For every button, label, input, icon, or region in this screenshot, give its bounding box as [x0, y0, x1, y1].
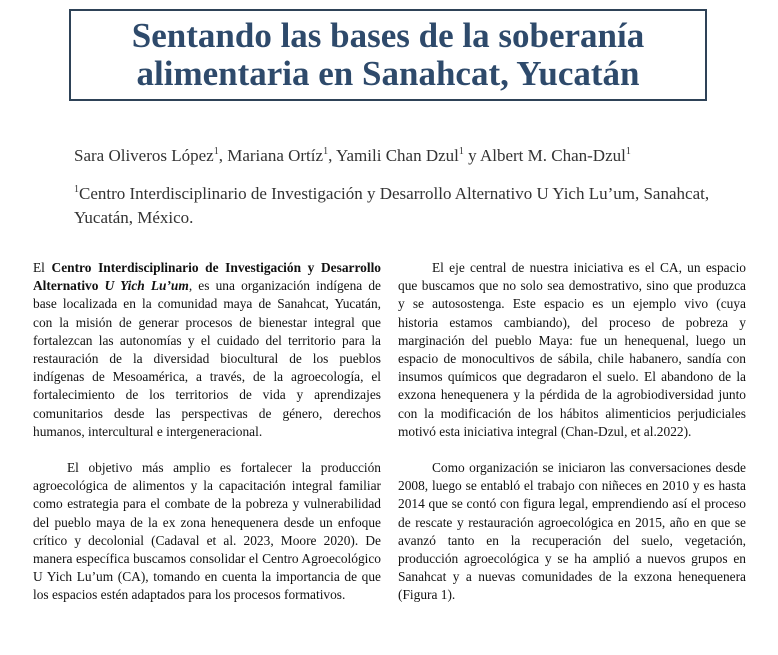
- title-line-1: Sentando las bases de la soberanía: [131, 16, 645, 55]
- title-box: [69, 9, 707, 101]
- title-line-2: alimentaria en Sanahcat, Yucatán: [136, 54, 640, 93]
- author-affiliation-mark: 1: [213, 146, 219, 157]
- organization-name-text: Centro Interdisciplinario de Investigación y Desarrollo Alternativo: [33, 260, 381, 294]
- paragraph-rest: , es una organización indígena de base localizada en la comunidad maya de Sanahcat, Yucatán, con la misión de generar procesos de bienestar integral que fortalezcan las autonomías y el cuidado del territorio para la restauración de la diversidad biocultural de los pueblos indígenas de Mesoamérica, a través, de la agroecología, el fortalecimiento de los territorios de vida y aprendizajes comunitarios desde las perspectivas de género, derechos humanos, intercultural e intergeneracional.: [33, 278, 381, 439]
- author-list: [74, 146, 764, 166]
- paragraph: [33, 259, 381, 441]
- author-separator: y: [463, 146, 480, 165]
- author-name: Mariana Ortíz: [227, 146, 324, 165]
- paragraph-lead: El: [33, 260, 52, 275]
- author-affiliation-mark: 1: [625, 146, 631, 157]
- paragraph: Como organización se iniciaron las conversaciones desde 2008, luego se entabló el trabajo con niñeces en 2010 y es hasta 2014 que se contó con figura legal, emprendiendo así el proceso de rescate y restauración agroecológica en 2015, año en que se avanzó tanto en la recuperación del suelo, vegetación, producción agroecológica y se ha amplió a nuevos grupos en Sanahcat y a nuevas comunidades de la exzona henequenera (Figura 1).: [398, 460, 746, 603]
- author-affiliation-mark: 1: [323, 146, 329, 157]
- paragraph: El eje central de nuestra iniciativa es el CA, un espacio que buscamos que no solo sea demostrativo, sino que produzca y se autosostenga. Este espacio es un ejemplo vivo (cuya historia estamos cambiando), del proceso de pobreza y marginación del pueblo Maya: fue un henequenal, luego un espacio de monocultivos de sábila, chile habanero, sandía con insumos químicos que degradaron el suelo. El abandono de la exzona henequenera y la pérdida de la agrobiodiversidad junto con la modificación de los hábitos alimenticios perjudiciales motivó esta iniciativa integral (Chan-Dzul, et al.2022).: [398, 260, 746, 439]
- author-affiliation-mark: 1: [458, 146, 464, 157]
- author-name: Albert M. Chan-Dzul: [479, 146, 626, 165]
- author-separator: ,: [218, 146, 228, 165]
- affiliation: [74, 182, 714, 230]
- author-name: Sara Oliveros López: [74, 146, 214, 165]
- left-column: [33, 259, 381, 605]
- organization-name-italic: U Yich Lu’um: [104, 278, 189, 294]
- author-separator: ,: [328, 146, 336, 165]
- paragraph: El objetivo más amplio es fortalecer la producción agroecológica de alimentos y la capacitación integral familiar como estrategia para el combate de la pobreza y vulnerabilidad del pueblo maya de la ex zona henequenera desde un enfoque crítico y decolonial (Cadaval et al. 2023, Moore 2020). De manera específica buscamos consolidar el Centro Agroecológico U Yich Lu’um (CA), tomando en cuenta la importancia de que los espacios estén adaptados para los procesos formativos.: [33, 460, 381, 603]
- affiliation-mark: 1: [74, 184, 79, 195]
- article-title: [132, 17, 644, 93]
- affiliation-text: Centro Interdisciplinario de Investigación y Desarrollo Alternativo U Yich Lu’um, Sanahcat, Yucatán, México.: [74, 184, 710, 227]
- author-name: Yamili Chan Dzul: [335, 146, 459, 165]
- right-column: [398, 259, 746, 605]
